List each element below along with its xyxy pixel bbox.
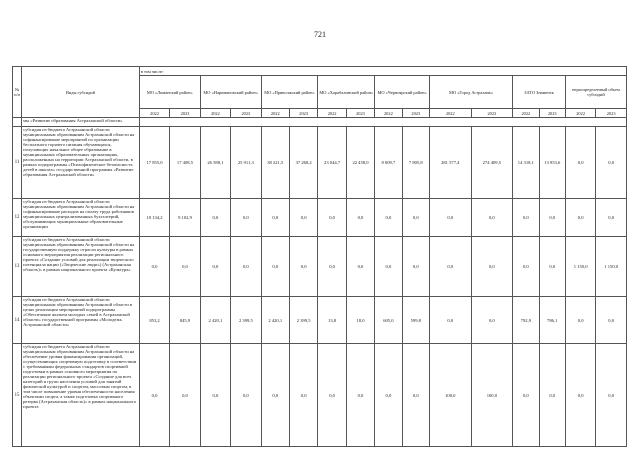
value-cell: 0,0 [596, 199, 627, 237]
value-cell: 0,0 [261, 237, 289, 297]
value-cell: 0,0 [289, 237, 317, 297]
value-cell: 0,0 [346, 344, 374, 447]
value-cell: 786,1 [539, 297, 565, 344]
subsidy-table [12, 66, 627, 447]
value-cell: 14 318,1 [513, 127, 539, 199]
table-row [13, 237, 627, 297]
row-description: субсидия из бюджета Астраханской области муниципальным образованиям Астраханской области в целях реализации мероприятий подпрограммы «Обеспечение жильем молодых семей в Астраханской области» государственной программы «Молодежь Астраханской области» [22, 297, 140, 344]
value-cell: 0,0 [289, 199, 317, 237]
value-cell: 0,0 [170, 344, 200, 447]
value-cell: 0,0 [200, 344, 230, 447]
row-index: 15 [13, 344, 22, 447]
row-description: субсидия из бюджета Астраханской области муниципальным образованиям Астраханской области на государственную поддержку отрасли культуры в рамках основного мероприятия реализации регионального проекта «Создание условий для реализации творческого потенциала нации («Творческие люди») (Астраханская область)» в рамках национального проекта «Культура» [22, 237, 140, 297]
value-cell: 0,0 [200, 199, 230, 237]
table-row [13, 297, 627, 344]
value-cell: 10 134,2 [139, 199, 169, 237]
year-header: 2023 [402, 109, 429, 118]
value-cell: 0,0 [261, 344, 289, 447]
value-cell: 0,0 [139, 344, 169, 447]
value-cell: 605,0 [375, 297, 402, 344]
value-cell: 0,0 [596, 344, 627, 447]
index-column-header: № п/п [13, 67, 22, 118]
value-cell: 274 409,5 [471, 127, 513, 199]
value-cell: 0,0 [289, 344, 317, 447]
value-cell: 37 268,2 [289, 127, 317, 199]
value-cell: 0,0 [471, 297, 513, 344]
year-header: 2022 [318, 109, 346, 118]
row-index: 14 [13, 297, 22, 344]
value-cell: 0,0 [471, 199, 513, 237]
value-cell: 0,0 [539, 199, 565, 237]
district-header: МО «Приволжский район» [261, 76, 318, 109]
value-cell: 9 102,9 [170, 199, 200, 237]
value-cell: 0,0 [402, 199, 429, 237]
value-cell: 0,0 [565, 127, 595, 199]
value-cell: 100,0 [471, 344, 513, 447]
value-cell: 2 399,5 [289, 297, 317, 344]
value-cell: 0,0 [375, 237, 402, 297]
page-number: 721 [314, 30, 326, 39]
value-cell: 13 953,6 [539, 127, 565, 199]
value-cell: 0,0 [539, 344, 565, 447]
row-index: 13 [13, 237, 22, 297]
value-cell: 0,0 [596, 297, 627, 344]
value-cell: 23 044,7 [318, 127, 346, 199]
value-cell: 0,0 [596, 127, 627, 199]
table-row [13, 344, 627, 447]
value-cell: 13,8 [318, 297, 346, 344]
value-cell: 0,0 [346, 199, 374, 237]
subsidy-table-sheet [12, 66, 627, 447]
row-description: субсидия из бюджета Астраханской области муниципальным образованиям Астраханской области на софинансирование мероприятий по организации бесплатного горячего питания обучающихся, получающих начальное общее образование в муниципальных образовательных организациях, расположенных на территории Астраханской области, в рамках подпрограммы «Психофизическое безопасность детей в школах» государственной программы «Развитие образования Астраханской области» [22, 127, 140, 199]
value-cell: 0,0 [429, 237, 471, 297]
value-cell: 8 009,7 [375, 127, 402, 199]
value-cell: 0,0 [565, 199, 595, 237]
row-index: 12 [13, 199, 22, 237]
value-cell: 0,0 [346, 237, 374, 297]
value-cell: 281 577,4 [429, 127, 471, 199]
value-cell: 0,0 [375, 344, 402, 447]
row-index [13, 118, 22, 127]
value-cell: 2 399,5 [231, 297, 261, 344]
continued-row [13, 118, 627, 127]
year-header: 2023 [471, 109, 513, 118]
table-row [13, 199, 627, 237]
value-cell: 0,0 [200, 237, 230, 297]
type-column-header: Виды субсидий [22, 67, 140, 118]
district-header: МО «Черноярский район» [375, 76, 430, 109]
year-header: 2022 [429, 109, 471, 118]
value-cell: 17 855,0 [139, 127, 169, 199]
year-header: 2023 [346, 109, 374, 118]
year-header: 2022 [375, 109, 402, 118]
value-cell: 25 911,3 [231, 127, 261, 199]
value-cell: 0,0 [513, 344, 539, 447]
district-header: МО «Город Астрахань» [429, 76, 512, 109]
value-cell: 2 420,1 [261, 297, 289, 344]
in-that-number-note: в том числе: [139, 67, 626, 76]
value-cell: 1 150,0 [596, 237, 627, 297]
value-cell: 0,0 [471, 237, 513, 297]
value-cell: 0,0 [231, 344, 261, 447]
value-cell: 18,0 [346, 297, 374, 344]
value-cell: 38 221,5 [261, 127, 289, 199]
value-cell: 0,0 [402, 344, 429, 447]
year-header: 2023 [231, 109, 261, 118]
district-header: МО «Наримановский район» [200, 76, 261, 109]
year-header: 2022 [200, 109, 230, 118]
value-cell: 17 408,5 [170, 127, 200, 199]
value-cell: 0,0 [513, 199, 539, 237]
year-header: 2022 [261, 109, 289, 118]
year-header: 2023 [596, 109, 627, 118]
value-cell: 0,0 [375, 199, 402, 237]
value-cell: 7 805,8 [402, 127, 429, 199]
value-cell: 0,0 [429, 199, 471, 237]
row-description: субсидия из бюджета Астраханской области муниципальным образованиям Астраханской области на софинансирование расходов на оплату труда работников муниципальных централизованных бухгалтерий, обслуживающих муниципальные образовательные организации [22, 199, 140, 237]
table-row [13, 127, 627, 199]
value-cell: 792,9 [513, 297, 539, 344]
year-header: 2023 [170, 109, 200, 118]
row-index: 11 [13, 127, 22, 199]
row-description: мы «Развитие образования Астраханской области» [22, 118, 140, 127]
value-cell: 1 150,0 [565, 237, 595, 297]
value-cell: 26 588,1 [200, 127, 230, 199]
year-header: 2022 [139, 109, 169, 118]
year-header: 2023 [289, 109, 317, 118]
value-cell: 0,0 [513, 237, 539, 297]
value-cell: 0,0 [318, 199, 346, 237]
value-cell: 0,0 [539, 237, 565, 297]
value-cell: 100,0 [429, 344, 471, 447]
value-cell: 0,0 [170, 237, 200, 297]
value-cell: 0,0 [231, 237, 261, 297]
value-cell: 599,8 [402, 297, 429, 344]
district-header: нераспределенный объем субсидий [565, 76, 626, 109]
value-cell: 0,0 [318, 344, 346, 447]
value-cell: 0,0 [429, 297, 471, 344]
value-cell: 845,9 [170, 297, 200, 344]
value-cell: 0,0 [565, 297, 595, 344]
value-cell: 2 420,1 [200, 297, 230, 344]
value-cell: 0,0 [261, 199, 289, 237]
value-cell: 0,0 [318, 237, 346, 297]
value-cell: 0,0 [139, 237, 169, 297]
value-cell: 22 458,0 [346, 127, 374, 199]
year-header: 2022 [565, 109, 595, 118]
value-cell: 853,2 [139, 297, 169, 344]
empty-cell [139, 118, 626, 127]
value-cell: 0,0 [565, 344, 595, 447]
district-header: ЗАТО Знаменск [513, 76, 566, 109]
row-description: субсидия из бюджета Астраханской области муниципальным образованиям Астраханской области на обеспечение уровня финансирования организаций, осуществляющих спортивную подготовку в соответствии с требованиями федеральных стандартов спортивной подготовки в рамках основного мероприятия по реализации регионального проекта «Создание для всех категорий и групп населения условий для занятий физической культурой и спортом, массовым спортом, в том числе повышение уровня обеспеченности населения объектами спорта, а также подготовка спортивного резерва (Астраханская область)» в рамках национального проекта [22, 344, 140, 447]
district-header: МО «Лиманский район» [139, 76, 200, 109]
value-cell: 0,0 [402, 237, 429, 297]
value-cell: 0,0 [231, 199, 261, 237]
year-header: 2022 [513, 109, 539, 118]
year-header: 2023 [539, 109, 565, 118]
district-header: МО «Харабалинский район» [318, 76, 375, 109]
